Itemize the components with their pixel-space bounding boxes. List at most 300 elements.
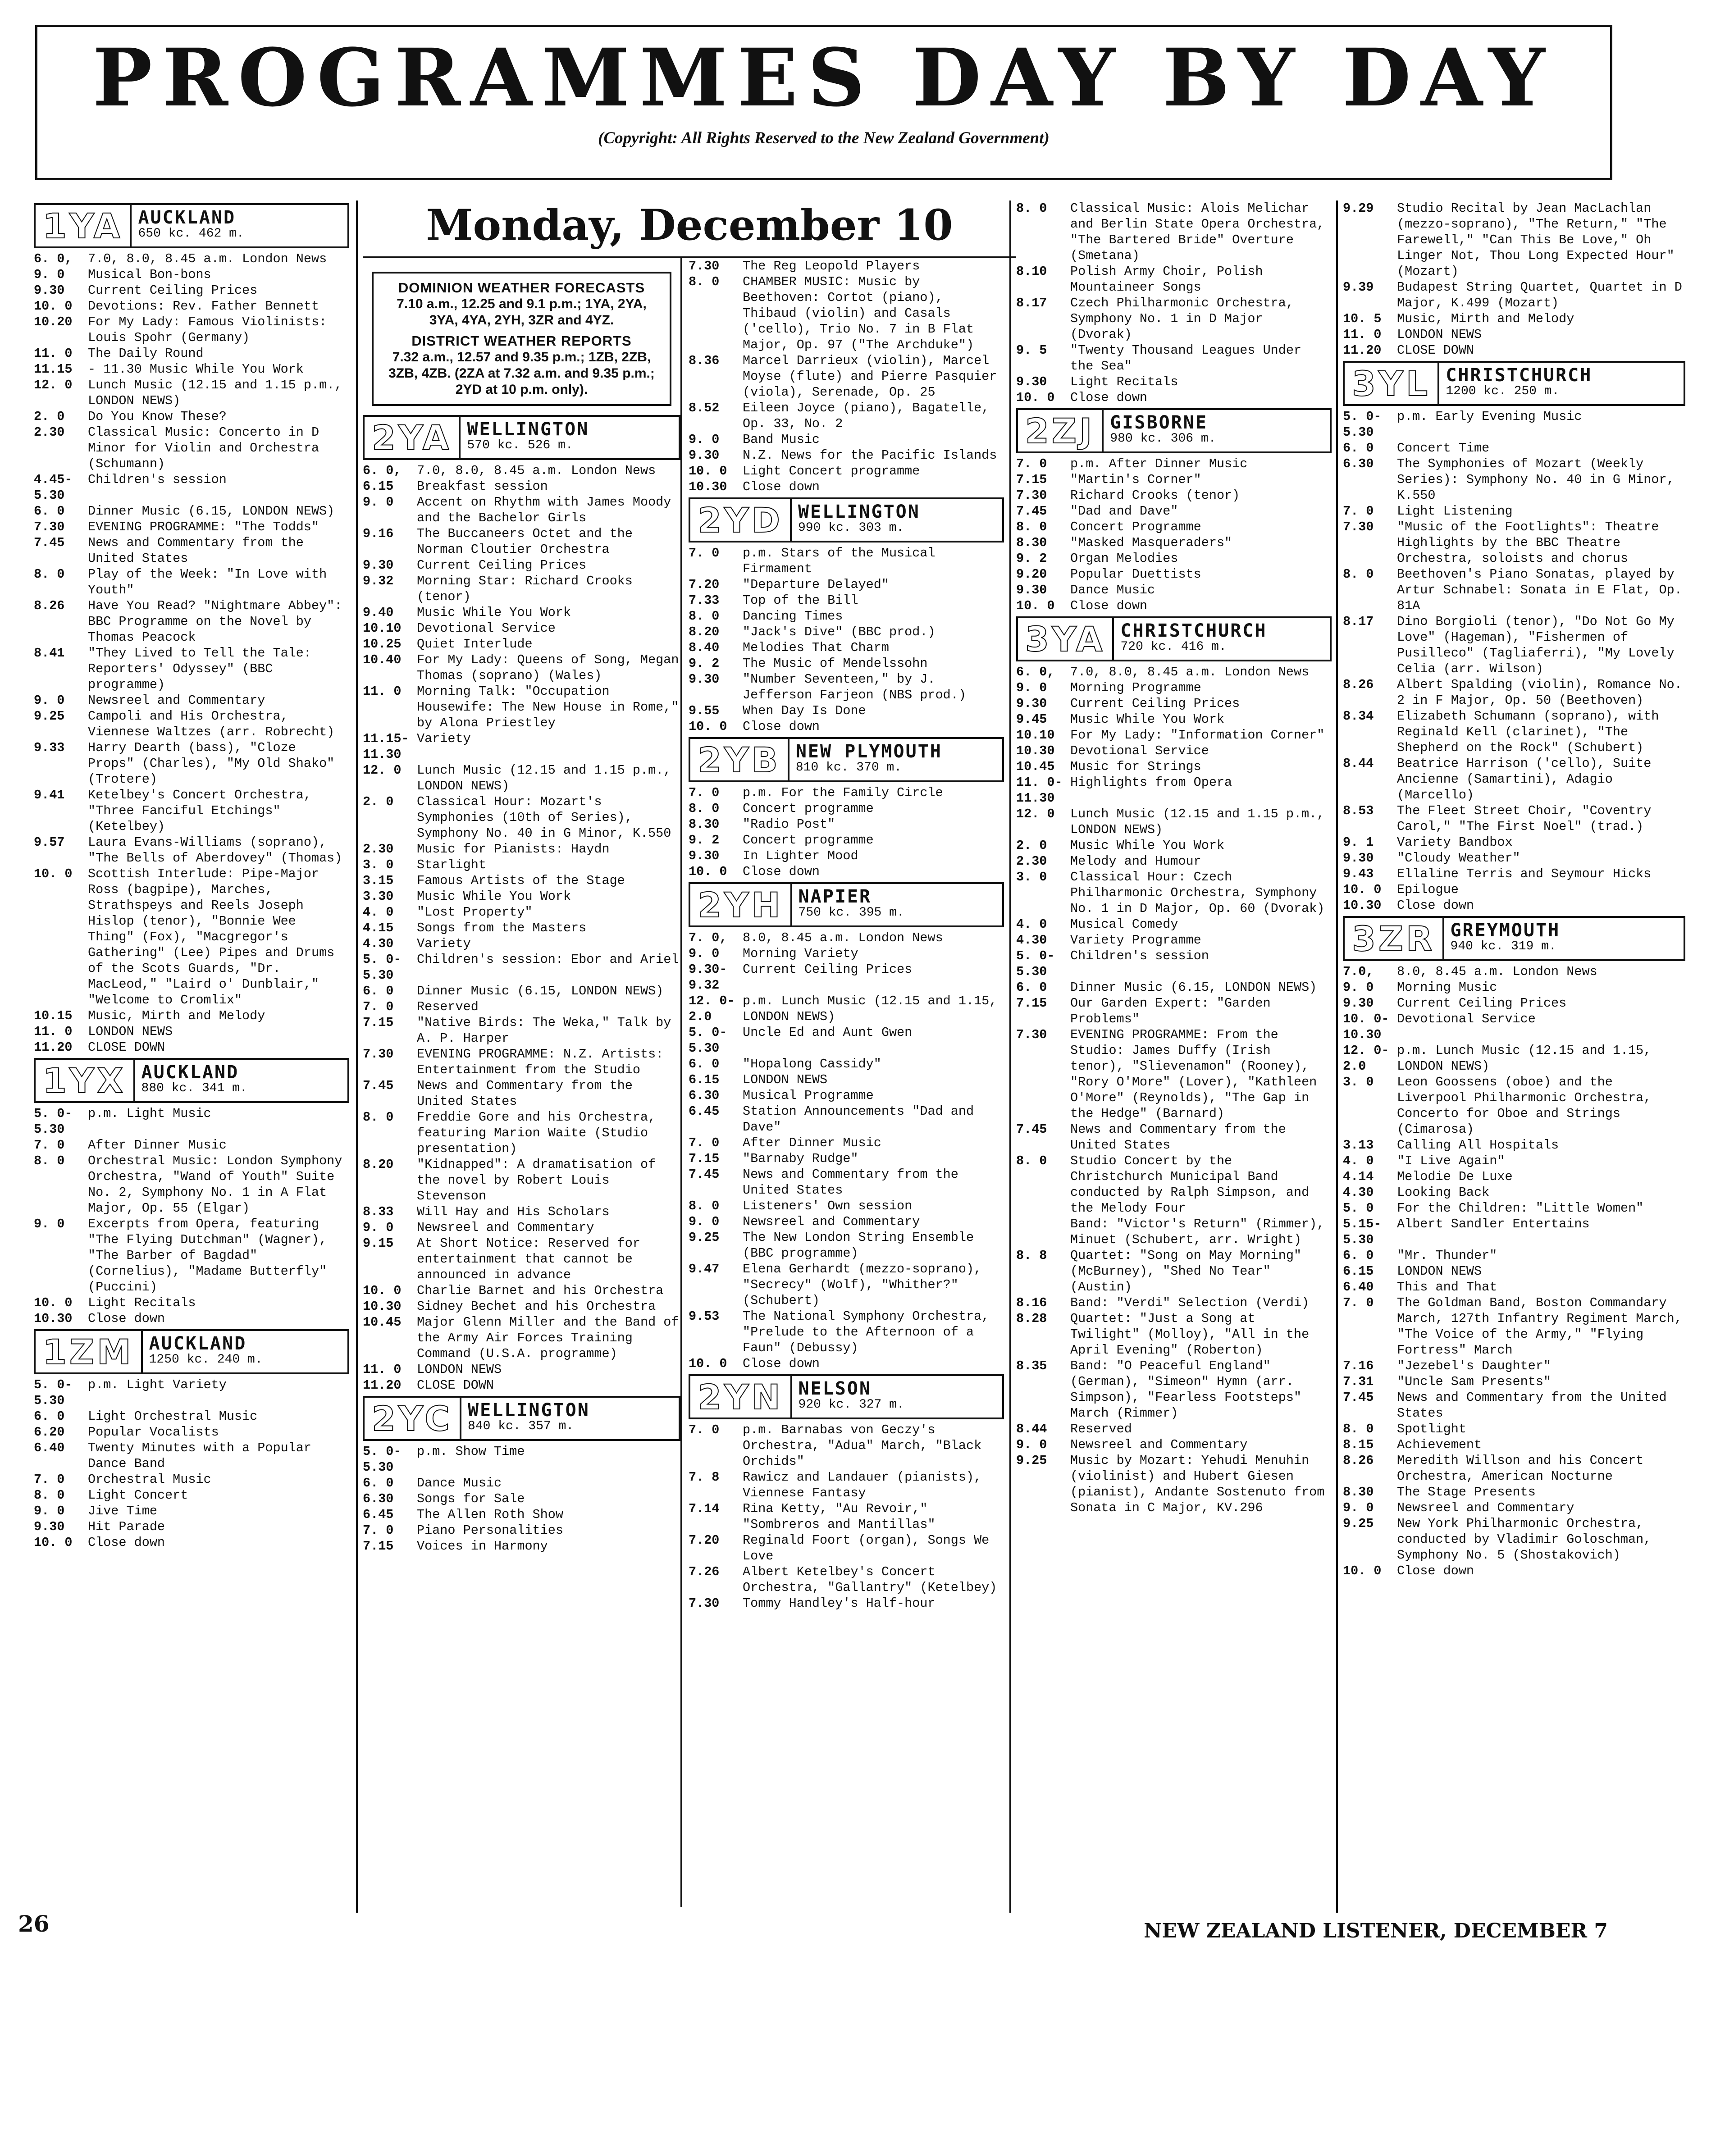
programme-description: LONDON NEWS (88, 1024, 173, 1039)
programme-description: Dino Borgioli (tenor), "Do Not Go My Love" (Hageman), "Fishermen of Pusilleco" (Tagliaferri), "My Lovely Celia (arr. Wilson) (1397, 614, 1675, 676)
station-frequency: 920 kc. 327 m. (798, 1398, 904, 1412)
programme-time: 6. 0 (1343, 1248, 1374, 1263)
header-box (35, 25, 1612, 180)
programme-description: Newsreel and Commentary (1070, 1437, 1248, 1452)
programme-entry (1016, 869, 1332, 916)
programme-entry (1343, 756, 1685, 803)
programme-time: 10. 0 (689, 464, 727, 479)
programme-entry (34, 298, 349, 314)
programme-description: Eileen Joyce (piano), Bagatelle, Op. 33, No. 2 (743, 401, 990, 431)
programme-description: Dinner Music (6.15, LONDON NEWS) (88, 504, 335, 519)
programme-description: Children's session: Ebor and Ariel (417, 952, 679, 967)
programme-description: Music While You Work (417, 889, 571, 904)
programme-entry (689, 1103, 1004, 1135)
programme-description: Starlight (417, 857, 486, 872)
programme-entry (1343, 1563, 1685, 1579)
programme-description: Concert Programme (1070, 520, 1201, 534)
programme-time: 7.45 (1343, 1390, 1374, 1405)
programme-time: 9.43 (1343, 866, 1374, 881)
programme-time: 6. 0 (1343, 441, 1374, 456)
programme-time: 10. 0 (689, 1356, 727, 1371)
programme-description: 8.0, 8.45 a.m. London News (743, 930, 943, 945)
programme-time: 9. 0 (34, 693, 65, 708)
programme-time: 9.41 (34, 788, 65, 802)
programme-time: 10.30 (1343, 898, 1382, 913)
programme-time: 7. 0 (363, 1523, 394, 1538)
programme-time: 10. 0 (363, 1283, 402, 1298)
programme-entry (34, 1519, 349, 1535)
column-4 (1016, 201, 1332, 1913)
programme-description: Freddie Gore and his Orchestra, featuring Marion Waite (Studio presentation) (417, 1110, 656, 1156)
programme-entry (1343, 1437, 1685, 1453)
programme-time: 7.14 (689, 1501, 720, 1516)
programme-description: Twenty Minutes with a Popular Dance Band (88, 1440, 311, 1471)
programme-time: 10. 0 (689, 864, 727, 879)
programme-description: Our Garden Expert: "Garden Problems" (1070, 996, 1271, 1026)
programme-description: Quartet: "Just a Song at Twilight" (Molloy), "All in the April Evening" (Roberton) (1070, 1311, 1310, 1358)
station-frequency: 750 kc. 395 m. (798, 906, 904, 920)
programme-entry (1016, 727, 1332, 743)
programme-entry (34, 1311, 349, 1326)
programme-time: 8.17 (1343, 614, 1374, 629)
programme-description: Close down (743, 719, 820, 734)
programme-time: 9.55 (689, 703, 720, 718)
programme-time: 9. 0 (34, 1217, 65, 1231)
station-header (363, 415, 680, 460)
programme-time: 7. 0 (363, 999, 394, 1014)
programme-description: Laura Evans-Williams (soprano), "The Bells of Aberdovey" (Thomas) (88, 835, 342, 866)
programme-entry (1343, 1453, 1685, 1484)
programme-description: Newsreel and Commentary (743, 1214, 920, 1229)
programme-time: 10.30 (689, 479, 727, 494)
programme-entry (1016, 488, 1332, 503)
programme-description: Quiet Interlude (417, 637, 533, 652)
programme-description: Current Ceiling Prices (88, 283, 258, 298)
programme-entry (1016, 264, 1332, 295)
programme-description: Music While You Work (1070, 712, 1225, 727)
programme-entry (34, 566, 349, 598)
programme-entry (363, 983, 680, 999)
programme-entry (34, 866, 349, 1008)
programme-description: Light Concert programme (743, 464, 920, 479)
programme-entry (34, 1377, 349, 1408)
programme-description: Reginald Foort (organ), Songs We Love (743, 1533, 990, 1563)
programme-description: The Allen Roth Show (417, 1507, 563, 1522)
programme-time: 2.30 (1016, 854, 1047, 869)
programme-description: The Stage Presents (1397, 1485, 1536, 1500)
programme-description: Studio Concert by the Christchurch Municipal Band conducted by Ralph Simpson, and the Melody Four (1070, 1153, 1310, 1216)
column-1 (34, 201, 349, 1913)
programme-description: Variety (417, 936, 471, 951)
programme-time: 8.17 (1016, 296, 1047, 310)
programme-entry (1016, 472, 1332, 488)
programme-description: Meredith Willson and his Concert Orchestra, American Nocturne (1397, 1453, 1644, 1484)
programme-entry (1343, 279, 1685, 311)
programme-entry (689, 1422, 1004, 1469)
programme-description: The New London String Ensemble (BBC programme) (743, 1230, 974, 1261)
programme-time: 9. 0 (1343, 980, 1374, 995)
programme-list (689, 258, 1004, 1611)
page-title: PROGRAMMES DAY BY DAY (92, 31, 1555, 124)
programme-description: Variety Programme (1070, 933, 1201, 948)
programme-description: Melody and Humour (1070, 854, 1201, 869)
programme-time: 9.25 (1343, 1516, 1374, 1531)
programme-time: 6. 0, (34, 251, 73, 266)
programme-entry (1343, 850, 1685, 866)
programme-time: 7.30 (34, 520, 65, 534)
programme-description: Albert Spalding (violin), Romance No. 2 in F Major, Op. 50 (Beethoven) (1397, 677, 1682, 708)
station-city: AUCKLAND (149, 1333, 247, 1354)
programme-time: 3. 0 (1343, 1075, 1374, 1089)
programme-entry (34, 424, 349, 472)
programme-time: 7.31 (1343, 1374, 1374, 1389)
programme-description: "Jack's Dive" (BBC prod.) (743, 624, 935, 639)
programme-entry (1016, 535, 1332, 551)
programme-time: 9.53 (689, 1309, 720, 1324)
programme-entry (363, 936, 680, 952)
programme-time: 7. 0 (34, 1472, 65, 1487)
programme-time: 6.45 (689, 1104, 720, 1119)
programme-description: Top of the Bill (743, 593, 858, 608)
programme-description: Harry Dearth (bass), "Cloze Props" (Charles), "My Old Shako" (Trotere) (88, 740, 335, 787)
programme-entry (1343, 566, 1685, 614)
programme-description: Close down (743, 864, 820, 879)
programme-description: Music by Mozart: Yehudi Menuhin (violinist) and Hubert Giesen (pianist), Andante Sostenuto from Sonata in C Major, KV.296 (1070, 1453, 1325, 1515)
station-info (461, 1398, 679, 1439)
programme-entry (1343, 1153, 1685, 1169)
programme-entry (689, 258, 1004, 274)
programme-time: 9.30 (1016, 696, 1047, 711)
programme-description: Classical Hour: Mozart's Symphonies (10th of Series), Symphony No. 40 in G Minor, K.550 (417, 794, 671, 841)
programme-entry (689, 1261, 1004, 1308)
programme-time: 5.15-5.30 (1343, 1217, 1382, 1247)
programme-description: 7.0, 8.0, 8.45 a.m. London News (1070, 665, 1310, 679)
programme-entry (1343, 1374, 1685, 1390)
programme-time: 2.30 (34, 425, 65, 440)
programme-time: 10.45 (1016, 759, 1055, 774)
programme-description: The Music of Mendelssohn (743, 656, 928, 671)
programme-entry (1016, 806, 1332, 838)
programme-entry (689, 1088, 1004, 1103)
programme-entry (689, 545, 1004, 577)
programme-description: p.m. Light Music (88, 1106, 211, 1121)
programme-time: 7. 0 (1343, 1295, 1374, 1310)
programme-entry (1016, 1311, 1332, 1358)
programme-entry (689, 1025, 1004, 1056)
programme-entry (1343, 995, 1685, 1011)
programme-entry (689, 1135, 1004, 1151)
programme-entry (689, 1214, 1004, 1230)
programme-time: 7.15 (689, 1151, 720, 1166)
programme-time: 9.30 (689, 848, 720, 863)
programme-entry (1343, 503, 1685, 519)
programme-time: 6. 0 (689, 1057, 720, 1071)
programme-time: 8.26 (1343, 1453, 1374, 1468)
programme-time: 8.30 (689, 817, 720, 832)
station-city: GISBORNE (1110, 412, 1208, 433)
programme-entry (363, 1299, 680, 1314)
programme-entry (363, 684, 680, 731)
programme-description: Budapest String Quartet, Quartet in D Major, K.499 (Mozart) (1397, 280, 1682, 310)
programme-entry (1016, 551, 1332, 566)
programme-entry (363, 1522, 680, 1538)
column-3 (682, 258, 1004, 1907)
programme-entry (689, 1595, 1004, 1611)
programme-description: For My Lady: Famous Violinists: Louis Spohr (Germany) (88, 315, 327, 345)
programme-entry (34, 377, 349, 409)
column-divider (1336, 201, 1338, 1913)
programme-entry (363, 1475, 680, 1491)
programme-description: Current Ceiling Prices (417, 558, 587, 573)
programme-time: 6.15 (363, 479, 394, 494)
programme-entry (34, 1106, 349, 1137)
programme-time: 7.15 (363, 1015, 394, 1030)
programme-description: Looking Back (1397, 1185, 1490, 1200)
programme-entry (34, 503, 349, 519)
programme-entry (689, 719, 1004, 734)
programme-entry (1016, 503, 1332, 519)
programme-time: 9. 0 (363, 495, 394, 510)
programme-description: Light Orchestral Music (88, 1409, 258, 1424)
programme-entry (34, 787, 349, 834)
programme-description: Epilogue (1397, 882, 1459, 897)
programme-description: Lunch Music (12.15 and 1.15 p.m., LONDON NEWS) (1070, 807, 1325, 837)
programme-time: 8. 0 (1016, 201, 1047, 216)
programme-time: 7.45 (1016, 1122, 1047, 1137)
station-header (363, 1396, 680, 1441)
programme-description: Piano Personalities (417, 1523, 563, 1538)
programme-time: 9.15 (363, 1236, 394, 1251)
programme-time: 10.40 (363, 652, 402, 667)
programme-description: Reserved (1070, 1422, 1132, 1436)
programme-entry (1016, 1121, 1332, 1153)
programme-entry (1016, 201, 1332, 264)
programme-time: 10. 0 (1016, 390, 1055, 405)
programme-time: 9. 0 (34, 267, 65, 282)
programme-time: 5. 0 (1343, 1201, 1374, 1216)
programme-description: Orchestral Music: London Symphony Orchestra, "Wand of Youth" Suite No. 2, Symphony No. 1 in A Flat Major, Op. 55 (Elgar) (88, 1153, 342, 1216)
weather-report-times: 7.32 a.m., 12.57 and 9.35 p.m.; 1ZB, 2ZB, 3ZB, 4ZB. (2ZA at 7.32 a.m. and 9.35 p.m.; 2YD at 10 p.m. only). (388, 350, 655, 397)
programme-description: Devotional Service (417, 621, 556, 636)
programme-entry (1016, 582, 1332, 598)
programme-time: 8.44 (1343, 756, 1374, 771)
programme-time: 9.33 (34, 740, 65, 755)
programme-entry (1343, 1248, 1685, 1263)
programme-entry (1343, 342, 1685, 358)
programme-entry (1343, 456, 1685, 503)
programme-description: Newsreel and Commentary (88, 693, 265, 708)
programme-description: Popular Duettists (1070, 567, 1201, 582)
programme-entry (34, 693, 349, 708)
programme-time: 4.45-5.30 (34, 472, 73, 503)
programme-time: 4.30 (1016, 933, 1047, 948)
programme-description: Classical Hour: Czech Philharmonic Orchestra, Symphony No. 1 in D Major, Op. 60 (Dvorak) (1070, 870, 1325, 916)
programme-entry (1343, 1263, 1685, 1279)
programme-time: 6.30 (689, 1088, 720, 1103)
programme-description: Richard Crooks (tenor) (1070, 488, 1240, 503)
programme-description: For My Lady: "Information Corner" (1070, 728, 1325, 743)
programme-description: Concert programme (743, 833, 874, 848)
programme-time: 3.30 (363, 889, 394, 904)
programme-time: 7. 0 (1343, 504, 1374, 519)
programme-description: News and Commentary from the United States (88, 535, 304, 566)
programme-entry (1343, 882, 1685, 898)
programme-description: Close down (1397, 1563, 1474, 1578)
station-city: AUCKLAND (141, 1062, 239, 1083)
programme-entry (34, 519, 349, 535)
station-city: NELSON (798, 1378, 872, 1399)
programme-time: 7.16 (1343, 1358, 1374, 1373)
programme-time: 9.16 (363, 526, 394, 541)
programme-description: The Symphonies of Mozart (Weekly Series): Symphony No. 40 in G Minor, K.550 (1397, 456, 1675, 503)
programme-time: 9. 2 (1016, 551, 1047, 566)
programme-entry (34, 361, 349, 377)
programme-entry (1016, 680, 1332, 696)
station-frequency: 810 kc. 370 m. (795, 761, 902, 775)
programme-time: 9.30 (1343, 996, 1374, 1011)
programme-time: 8. 0 (689, 1199, 720, 1213)
programme-entry (363, 557, 680, 573)
center-area (363, 201, 1016, 1913)
programme-time: 6. 0 (363, 1476, 394, 1491)
footer-masthead: NEW ZEALAND LISTENER, DECEMBER 7 (1144, 1919, 1608, 1942)
programme-description: CLOSE DOWN (1397, 343, 1474, 358)
programme-entry (689, 640, 1004, 656)
programme-entry (689, 593, 1004, 608)
station-frequency: 840 kc. 357 m. (467, 1419, 574, 1433)
programme-description: LONDON NEWS (743, 1072, 828, 1087)
programme-entry (1343, 1216, 1685, 1248)
programme-description: Campoli and His Orchestra, Viennese Waltzes (arr. Robrecht) (88, 709, 335, 739)
programme-time: 3. 0 (1016, 870, 1047, 884)
programme-entry (1016, 696, 1332, 711)
programme-entry (689, 274, 1004, 353)
programme-description: Elizabeth Schumann (soprano), with Reginald Kell (clarinet), "The Shepherd on the Rock" (Schubert) (1397, 709, 1659, 755)
programme-description: Classical Music: Alois Melichar and Berlin State Opera Orchestra, "The Bartered Bride" Overture (Smetana) (1070, 201, 1325, 263)
programme-list (1016, 201, 1332, 1516)
programme-time: 9. 5 (1016, 343, 1047, 358)
programme-description: Elena Gerhardt (mezzo-soprano), "Secrecy" (Wolf), "Whither?" (Schubert) (743, 1262, 982, 1308)
programme-time: 8.35 (1016, 1358, 1047, 1373)
programme-description: Station Announcements "Dad and Dave" (743, 1104, 974, 1135)
programme-entry (363, 463, 680, 479)
programme-description: Hit Parade (88, 1519, 165, 1534)
programme-description: Devotions: Rev. Father Bennett (88, 299, 319, 314)
column-divider (356, 201, 358, 1913)
programme-time: 7. 0 (689, 1135, 720, 1150)
programme-list (34, 203, 349, 1550)
programme-description: Light Listening (1397, 504, 1513, 519)
programme-entry (363, 1362, 680, 1377)
programme-time: 2. 0 (34, 409, 65, 424)
programme-description: Accent on Rhythm with James Moody and the Bachelor Girls (417, 495, 671, 525)
station-frequency: 720 kc. 416 m. (1120, 640, 1227, 654)
programme-time: 5. 0-5.30 (363, 952, 402, 983)
programme-description: Melodies That Charm (743, 640, 889, 655)
programme-description: p.m. Early Evening Music (1397, 409, 1582, 424)
programme-entry (34, 598, 349, 645)
programme-entry (1016, 566, 1332, 582)
programme-description: Popular Vocalists (88, 1425, 219, 1440)
programme-description: Excerpts from Opera, featuring "The Flying Dutchman" (Wagner), "The Barber of Bagdad" (Cornelius), "Madame Butterfly" (Puccini) (88, 1217, 327, 1295)
programme-entry (34, 1487, 349, 1503)
programme-description: Music While You Work (1070, 838, 1225, 853)
programme-entry (1016, 598, 1332, 614)
programme-time: 5. 0-5.30 (34, 1377, 73, 1408)
programme-time: 5. 0-5.30 (689, 1025, 727, 1056)
programme-time: 8.41 (34, 646, 65, 661)
programme-description: p.m. Stars of the Musical Firmament (743, 546, 935, 576)
programme-description: Czech Philharmonic Orchestra, Symphony No. 1 in D Major (Dvorak) (1070, 296, 1294, 342)
programme-description: Close down (1070, 598, 1148, 613)
programme-entry (363, 873, 680, 889)
programme-entry (1343, 1200, 1685, 1216)
station-header (689, 882, 1004, 927)
day-heading: Monday, December 10 (363, 201, 1016, 258)
programme-entry (363, 636, 680, 652)
programme-description: News and Commentary from the United States (1070, 1122, 1286, 1153)
programme-description: Current Ceiling Prices (1070, 696, 1240, 711)
programme-entry (689, 671, 1004, 703)
programme-time: 11. 0 (34, 1024, 73, 1039)
programme-description: Leon Goossens (oboe) and the Liverpool Philharmonic Orchestra, Concerto for Oboe and Strings (Cimarosa) (1397, 1075, 1652, 1137)
programme-time: 6.20 (34, 1425, 65, 1440)
programme-entry (363, 1204, 680, 1220)
programme-time: 9.32 (363, 574, 394, 588)
programme-description: Morning Star: Richard Crooks (tenor) (417, 574, 633, 604)
programme-time: 5. 0-5.30 (363, 1444, 402, 1475)
programme-entry (363, 1314, 680, 1362)
programme-description: Dinner Music (6.15, LONDON NEWS) (1070, 980, 1317, 995)
programme-entry (363, 841, 680, 857)
programme-time: 8. 0 (1016, 1153, 1047, 1168)
programme-time: 10. 0 (689, 719, 727, 734)
programme-time: 9.45 (1016, 712, 1047, 727)
programme-entry (689, 463, 1004, 479)
programme-description: p.m. Show Time (417, 1444, 525, 1459)
programme-time: 4.30 (1343, 1185, 1374, 1200)
programme-time: 7.0, (1343, 964, 1374, 979)
programme-description: Polish Army Choir, Polish Mountaineer Songs (1070, 264, 1263, 295)
programme-description: Organ Melodies (1070, 551, 1178, 566)
programme-description: "Mr. Thunder" (1397, 1248, 1497, 1263)
column-divider (1009, 201, 1011, 1913)
column-2-list (363, 415, 680, 1554)
programme-entry (1343, 1484, 1685, 1500)
programme-entry (689, 1072, 1004, 1088)
programme-entry (1016, 1153, 1332, 1216)
station-city: WELLINGTON (467, 419, 589, 440)
station-header (1343, 361, 1685, 406)
programme-entry (1343, 1500, 1685, 1516)
station-frequency: 650 kc. 462 m. (138, 227, 244, 241)
programme-entry (1343, 1358, 1685, 1374)
programme-time: 9. 0 (689, 1214, 720, 1229)
programme-description: 8.0, 8.45 a.m. London News (1397, 964, 1597, 979)
programme-description: Music, Mirth and Melody (1397, 311, 1574, 326)
programme-time: 9. 0 (689, 946, 720, 961)
programme-description: Close down (88, 1535, 165, 1550)
programme-description: The Reg Leopold Players (743, 259, 920, 273)
programme-time: 10.10 (1016, 728, 1055, 743)
station-header (689, 737, 1004, 782)
programme-entry (34, 1216, 349, 1295)
programme-time: 9. 0 (1016, 1437, 1047, 1452)
programme-description: EVENING PROGRAMME: From the Studio: James Duffy (Irish tenor), "Slievenamon" (Rooney), "Rory O'More" (Lover), "Kathleen O'More" (Reynolds), "The Gap in the Hedge" (Barnard) (1070, 1027, 1317, 1121)
programme-time: 9.25 (34, 709, 65, 724)
programme-time: 11.20 (1343, 343, 1382, 358)
programme-time: 8.10 (1016, 264, 1047, 279)
